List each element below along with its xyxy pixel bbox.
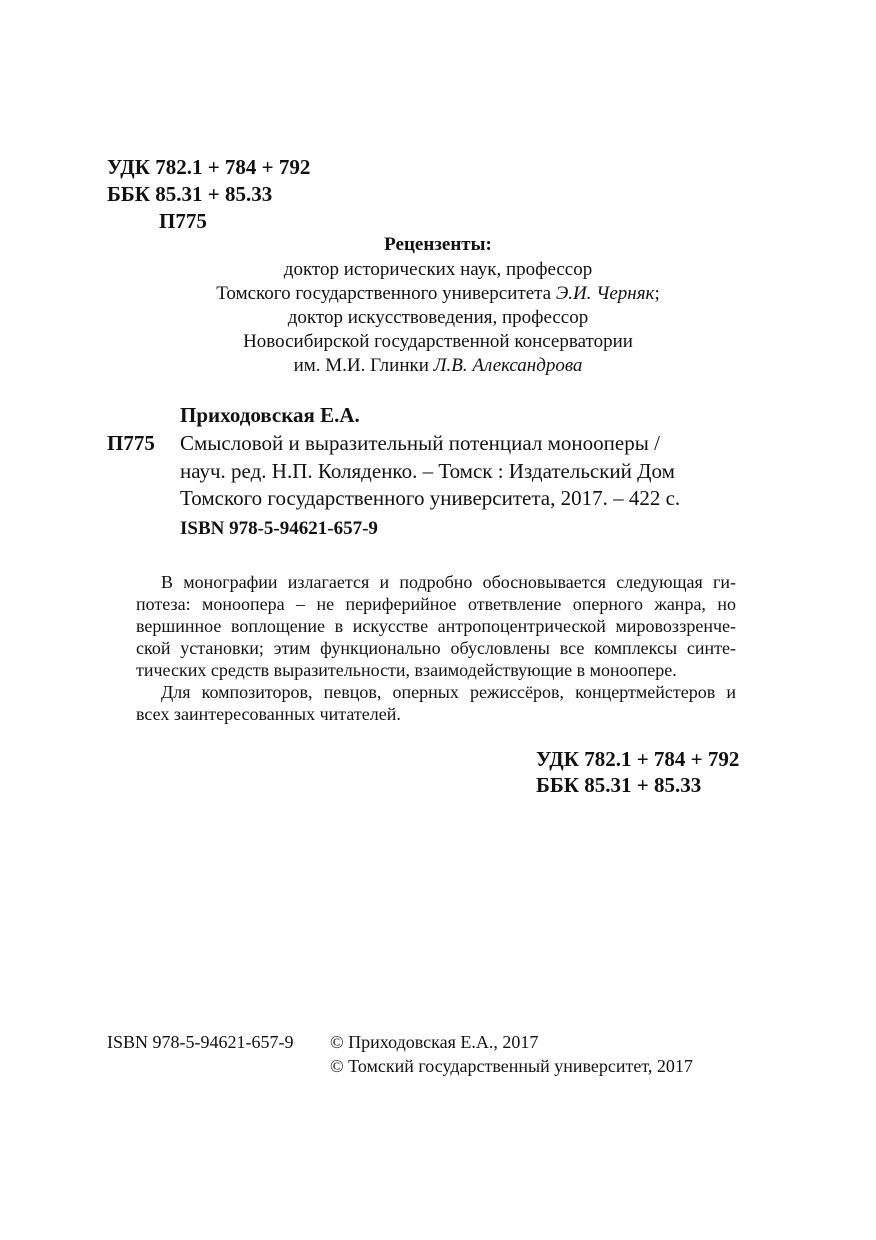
separator: ; — [654, 283, 660, 304]
reviewer-name: Э.И. Черняк — [555, 283, 655, 304]
reviewer-name: Л.В. Александрова — [433, 355, 583, 376]
bbk-code-footer: ББК 85.31 + 85.33 — [536, 773, 702, 797]
copyright-publisher: © Томский государственный университет, 2017 — [330, 1056, 693, 1076]
copyright-author: © Приходовская Е.А., 2017 — [330, 1032, 539, 1052]
entry-title-line: Смысловой и выразительный потенциал монооперы / — [180, 431, 660, 455]
abstract-line: вершинное воплощение в искусстве антропоцентрической мировоззренче- — [136, 616, 736, 636]
copyright-isbn: ISBN 978-5-94621-657-9 — [107, 1032, 294, 1052]
udk-code-footer: УДК 782.1 + 784 + 792 — [536, 747, 740, 771]
reviewer-line: доктор исторических наук, профессор — [283, 259, 593, 280]
abstract-line: В монографии излагается и подробно обосновывается следующая ги- — [161, 572, 736, 592]
abstract-line: ской установки; этим функционально обусловлены все комплексы синте- — [136, 638, 736, 658]
reviewers-title: Рецензенты: — [384, 234, 492, 255]
reviewer-line: доктор искусствоведения, профессор — [287, 307, 589, 328]
entry-isbn: ISBN 978-5-94621-657-9 — [180, 518, 378, 539]
reviewer-line: Новосибирской государственной консерватории — [243, 331, 633, 352]
abstract-line: всех заинтересованных читателей. — [136, 704, 401, 724]
reviewer-affiliation: Томского государственного университета — [216, 283, 556, 304]
entry-title-line: Томского государственного университета, 2017. – 422 с. — [180, 486, 681, 510]
entry-title-line: науч. ред. Н.П. Коляденко. – Томск : Издательский Дом — [180, 459, 675, 483]
entry-code: П775 — [107, 431, 155, 455]
abstract-line: потеза: моноопера – не периферийное ответвление оперного жанра, но — [136, 594, 736, 614]
udk-code: УДК 782.1 + 784 + 792 — [107, 155, 311, 179]
reviewer-line — [0, 282, 876, 305]
entry-author: Приходовская Е.А. — [180, 403, 360, 427]
abstract-line: тических средств выразительности, взаимодействующие в моноопере. — [136, 660, 677, 680]
reviewer-line — [0, 354, 876, 377]
bbk-code: ББК 85.31 + 85.33 — [107, 182, 273, 206]
abstract-line: Для композиторов, певцов, оперных режиссёров, концертмейстеров и — [161, 682, 736, 702]
author-code: П775 — [159, 209, 207, 233]
reviewer-affiliation: им. М.И. Глинки — [293, 355, 434, 376]
